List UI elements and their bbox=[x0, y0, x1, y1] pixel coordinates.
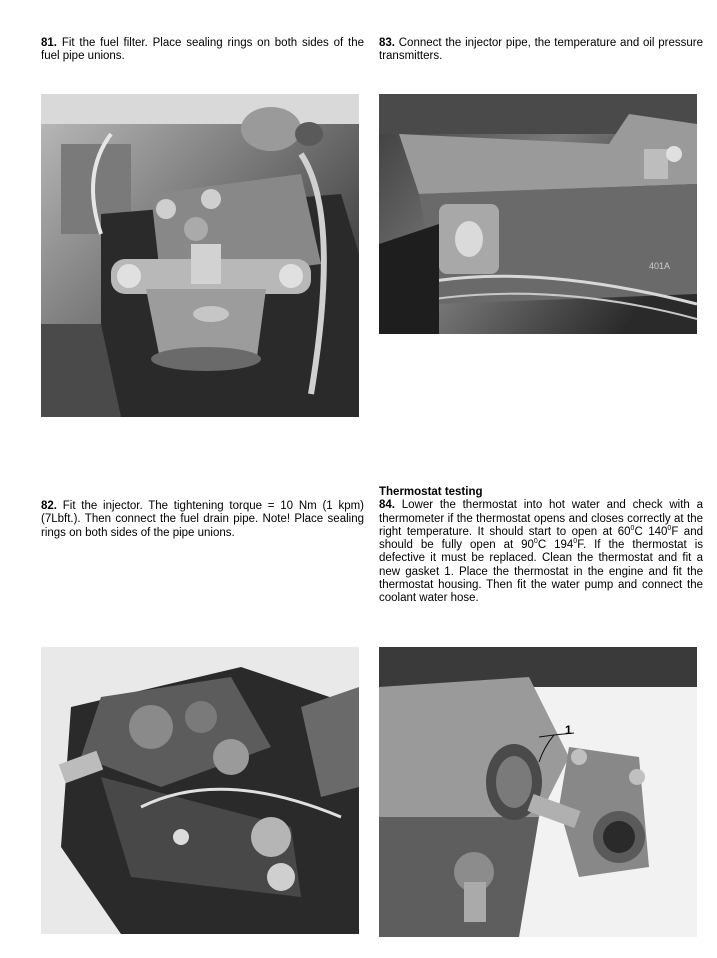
step-84-text-1: Lower the thermostat into hot water and check with a thermometer if the thermostat opens and closes correctly at the right temperature. It should start to open at 60 bbox=[379, 499, 703, 538]
thermostat-testing-heading: Thermostat testing bbox=[379, 486, 483, 498]
step-84-text-5: F. If the thermostat is defective it must be replaced. Clean the thermostat and fit a new gasket 1. Place the thermostat in the engine and fit the thermostat housing. Then fit the water pump and connect the coolant water hose. bbox=[379, 539, 704, 605]
photo-fuel-filter bbox=[41, 94, 359, 417]
step-84-text-4: C 194 bbox=[537, 539, 574, 552]
step-84-text-3: F and should be fully open at 90 bbox=[379, 525, 703, 552]
degree-mark-4: 0 bbox=[573, 538, 578, 546]
step-82-text: Fit the injector. The tightening torque = 10 Nm (1 kpm) (7Lbft.). Then connect the fuel drain pipe. Note! Place sealing rings on both sides of the pipe unions. bbox=[41, 500, 364, 539]
photo-injector-fitting bbox=[41, 647, 359, 934]
degree-mark-3: 0 bbox=[533, 538, 538, 546]
photo-thermostat-housing bbox=[379, 647, 697, 937]
photo-injector-pipe bbox=[379, 94, 697, 334]
step-84-text-2: C 140 bbox=[634, 525, 668, 538]
step-83-paragraph bbox=[379, 37, 703, 64]
step-83-number: 83. bbox=[379, 37, 395, 49]
degree-mark-1: 0 bbox=[630, 525, 635, 533]
degree-mark-2: 0 bbox=[667, 525, 672, 533]
step-81-text: Fit the fuel filter. Place sealing rings on both sides of the fuel pipe unions. bbox=[41, 37, 364, 63]
gasket-callout-label: 1 bbox=[565, 723, 572, 737]
step-82-paragraph bbox=[41, 500, 364, 540]
step-84-number: 84. bbox=[379, 499, 395, 512]
step-83-text: Connect the injector pipe, the temperature and oil pressure transmitters. bbox=[379, 37, 703, 63]
step-81-paragraph bbox=[41, 37, 364, 64]
step-82-number: 82. bbox=[41, 500, 57, 512]
step-81-number: 81. bbox=[41, 37, 57, 49]
svg-text:401A: 401A bbox=[649, 261, 671, 271]
step-84-paragraph bbox=[379, 486, 703, 606]
